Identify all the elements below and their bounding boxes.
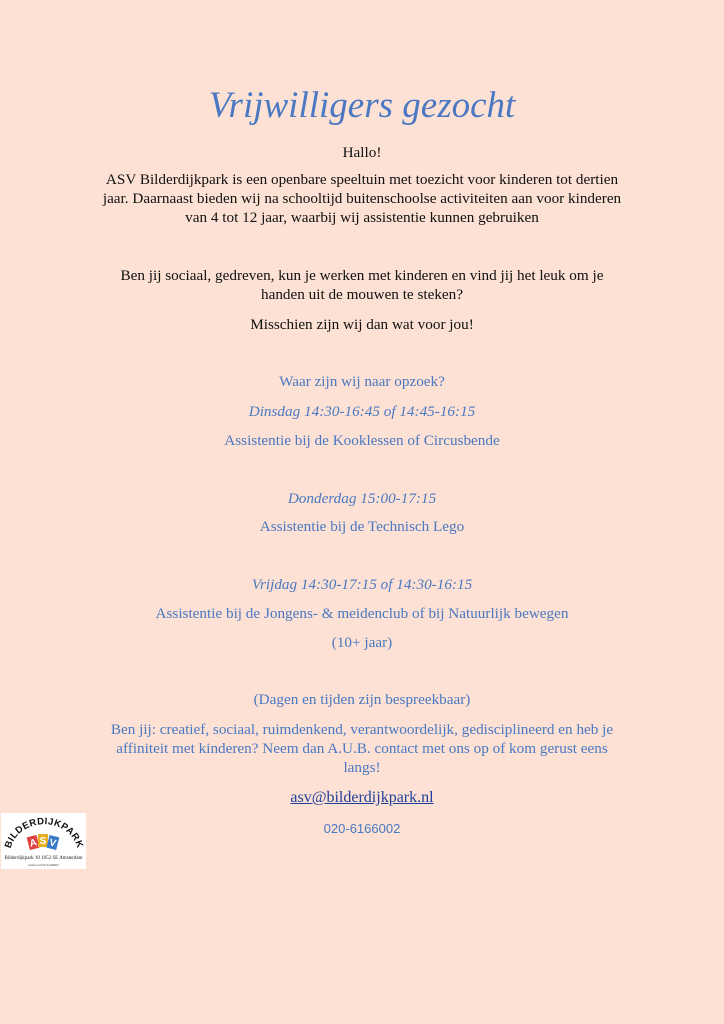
schedule-task-tuesday: Assistentie bij de Kooklessen of Circusbende bbox=[224, 432, 500, 449]
greeting: Hallo! bbox=[342, 144, 382, 161]
email-link[interactable]: asv@bilderdijkpark.nl bbox=[290, 789, 434, 806]
phone-number: 020-6166002 bbox=[323, 821, 401, 836]
svg-text:A: A bbox=[28, 837, 39, 850]
schedule-task-friday: Assistentie bij de Jongens- & meidenclub of bij Natuurlijk bewegen bbox=[155, 605, 569, 622]
negotiable-note: (Dagen en tijden zijn bespreekbaar) bbox=[253, 691, 471, 708]
logo-caption-small: telefoon 020 6166002 bbox=[28, 863, 59, 867]
email-line bbox=[60, 788, 664, 807]
schedule-task-thursday: Assistentie bij de Technisch Lego bbox=[259, 518, 465, 535]
intro-line-2: jaar. Daarnaast bieden wij na schooltijd buitenschoolse activiteiten aan voor kinderen bbox=[102, 190, 622, 207]
schedule-day-friday: Vrijdag 14:30-17:15 of 14:30-16:15 bbox=[251, 576, 473, 593]
svg-text:V: V bbox=[48, 837, 58, 850]
maybe-text: Misschien zijn wij dan wat voor jou! bbox=[250, 316, 474, 333]
closing-line-3: langs! bbox=[343, 759, 381, 776]
svg-text:S: S bbox=[39, 836, 47, 847]
page-title: Vrijwilligers gezocht bbox=[208, 85, 516, 126]
closing-line-1: Ben jij: creatief, sociaal, ruimdenkend, verantwoordelijk, gedisciplineerd en heb je bbox=[110, 721, 614, 738]
question-line-1: Ben jij sociaal, gedreven, kun je werken met kinderen en vind jij het leuk om je bbox=[120, 267, 604, 284]
closing-line-2: affiniteit met kinderen? Neem dan A.U.B. contact met ons op of kom gerust eens bbox=[116, 740, 608, 757]
svg-text:BILDERDIJKPARK: BILDERDIJKPARK bbox=[2, 816, 86, 850]
question-line-2: handen uit de mouwen te steken? bbox=[260, 286, 463, 303]
logo-caption: Bilderdijkpark 10 1052 SE Amsterdam bbox=[4, 856, 83, 861]
schedule-day-tuesday: Dinsdag 14:30-16:45 of 14:45-16:15 bbox=[248, 403, 476, 420]
looking-for-heading: Waar zijn wij naar opzoek? bbox=[279, 373, 445, 390]
logo-graphic bbox=[1, 813, 86, 857]
intro-line-1: ASV Bilderdijkpark is een openbare speeltuin met toezicht voor kinderen tot dertien bbox=[105, 171, 619, 188]
bilderdijkpark-logo bbox=[1, 813, 86, 869]
intro-line-3: van 4 tot 12 jaar, waarbij wij assistentie kunnen gebruiken bbox=[185, 209, 539, 226]
schedule-note-friday: (10+ jaar) bbox=[331, 634, 393, 651]
schedule-day-thursday: Donderdag 15:00-17:15 bbox=[287, 490, 437, 507]
